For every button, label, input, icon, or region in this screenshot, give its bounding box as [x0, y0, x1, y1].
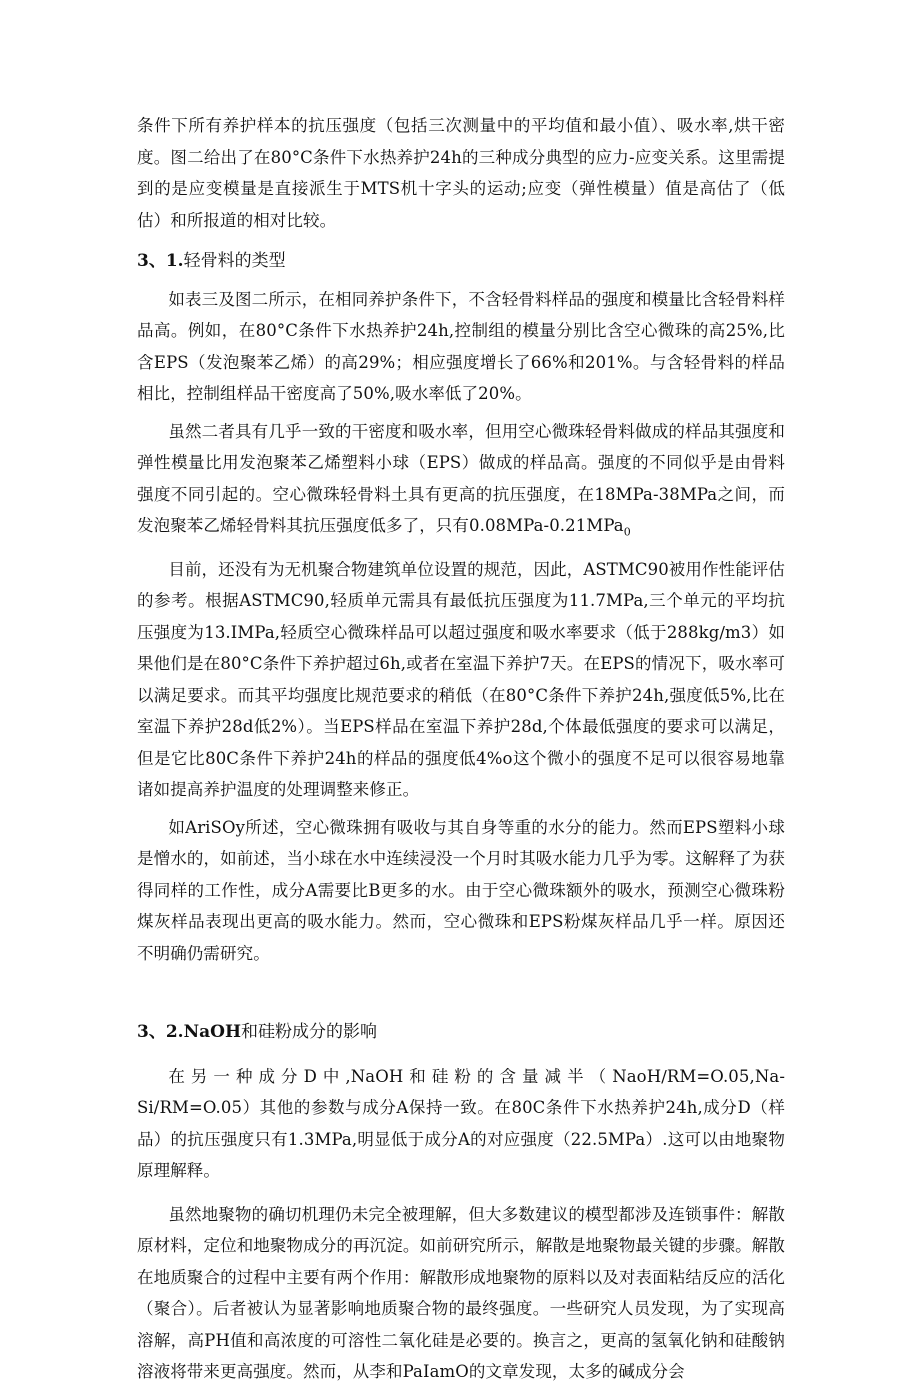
section-number: 3、2.NaOH — [137, 1022, 242, 1043]
paragraph-water-absorption: 如AriSOy所述，空心微珠拥有吸收与其自身等重的水分的能力。然而EPS塑料小球是憎水的，如前述，当小球在水中连续浸没一个月时其吸水能力几乎为零。这解释了为获得同样的工作性，成分A需要比B更多的水。由于空心微珠额外的吸水，预测空心微珠粉煤灰样品表现出更高的吸水能力。然而，空心微珠和EPS粉煤灰样品几乎一样。原因还不明确仍需研究。 — [137, 817, 785, 963]
paragraph-aggregate-strength: 如表三及图二所示，在相同养护条件下，不含轻骨料样品的强度和模量比含轻骨料样品高。例如，在80°C条件下水热养护24h,控制组的模量分别比含空心微珠的高25%,比含EPS（发泡聚苯乙烯）的高29%；相应强度增长了66%和201%。与含轻骨料的样品相比，控制组样品干密度高了50%,吸水率低了20%。 — [137, 289, 785, 403]
section-title: 轻骨料的类型 — [183, 251, 286, 271]
document-body — [137, 110, 785, 1388]
paragraph-astm-standard: 目前，还没有为无机聚合物建筑单位设置的规范，因此，ASTMC90被用作性能评估的参考。根据ASTMC90,轻质单元需具有最低抗压强度为11.7MPa,三个单元的平均抗压强度为13.IMPa,轻质空心微珠样品可以超过强度和吸水率要求（低于288kg∕m3）如果他们是在80°C条件下养护超过6h,或者在室温下养护7天。在EPS的情况下，吸水率可以满足要求。而其平均强度比规范要求的稍低（在80°C条件下养护24h,强度低5%,比在室温下养护28d低2%）。当EPS样品在室温下养护28d,个体最低强度的要求可以满足，但是它比80C条件下养护24h的样品的强度低4%o这个微小的强度不足可以很容易地靠诸如提高养护温度的处理调整来修正。 — [137, 559, 785, 800]
paragraph-text: 虽然二者具有几乎一致的干密度和吸水率，但用空心微珠轻骨料做成的样品其强度和弹性模量比用发泡聚苯乙烯塑料小球（EPS）做成的样品高。强度的不同似乎是由骨料强度不同引起的。空心微珠轻骨料土具有更高的抗压强度，在18MPa-38MPa之间，而发泡聚苯乙烯轻骨料其抗压强度低多了，只有0.08MPa-0.21MPa — [137, 421, 785, 535]
paragraph-intro: 条件下所有养护样本的抗压强度（包括三次测量中的平均值和最小值）、吸水率,烘干密度。图二给出了在80°C条件下水热养护24h的三种成分典型的应力-应变关系。这里需提到的是应变模量是直接派生于MTS机十字头的运动;应变（弹性模量）值是高估了（低估）和所报道的相对比较。 — [137, 116, 785, 230]
paragraph-geopolymer-mechanism: 虽然地聚物的确切机理仍未完全被理解，但大多数建议的模型都涉及连锁事件：解散原材料，定位和地聚物成分的再沉淀。如前研究所示，解散是地聚物最关键的步骤。解散在地质聚合的过程中主要有两个作用：解散形成地聚物的原料以及对表面粘结反应的活化（聚合）。后者被认为显著影响地质聚合物的最终强度。一些研究人员发现，为了实现高溶解，高PH值和高浓度的可溶性二氧化硅是必要的。换言之，更高的氢氧化钠和硅酸钠溶液将带来更高强度。然而，从李和PaIamO的文章发现，太多的碱成分会 — [137, 1204, 785, 1382]
section-number: 3、1. — [137, 251, 184, 271]
subscript: 0 — [623, 525, 631, 539]
section-heading-3-2 — [137, 1017, 785, 1049]
paragraph-composition-d: 在另一种成分D中,NaOH和硅粉的含量减半（NaoH∕RM=O.05,Na-Si/RM=O.05）其他的参数与成分A保持一致。在80C条件下水热养护24h,成分D（样品）的抗压强度只有1.3MPa,明显低于成分A的对应强度（22.5MPa）.这可以由地聚物原理解释。 — [137, 1066, 785, 1181]
paragraph-density-absorption — [137, 416, 785, 548]
section-title: 和硅粉成分的影响 — [241, 1022, 378, 1043]
section-heading-3-1 — [137, 246, 785, 278]
